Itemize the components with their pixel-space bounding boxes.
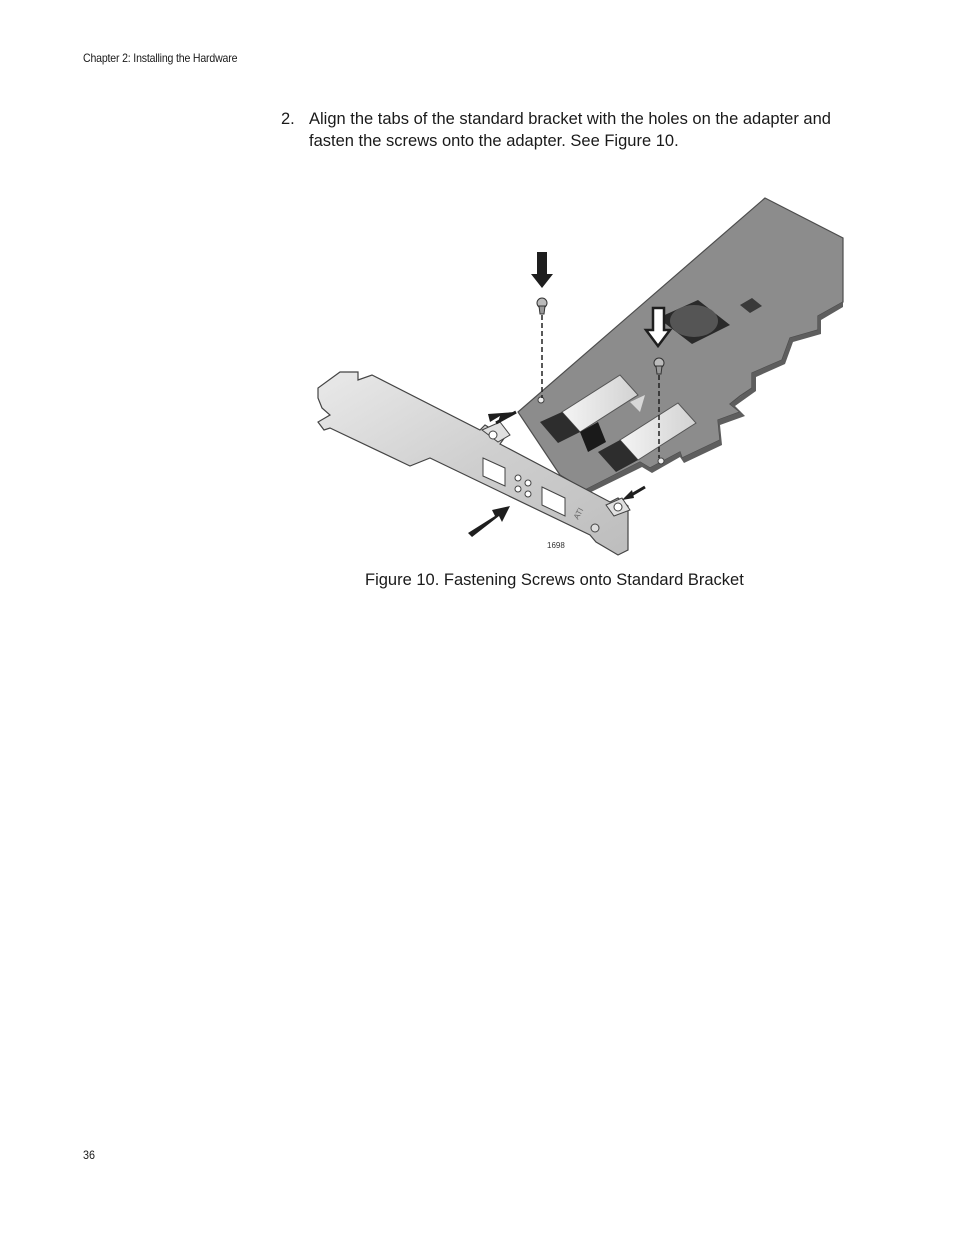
step-number: 2. (281, 110, 295, 128)
screw-left (537, 298, 547, 398)
arrow-tab-left (488, 412, 516, 423)
arrow-insert-bracket (468, 506, 510, 537)
bracket-marking: ATI (571, 506, 586, 521)
adapter-board (518, 198, 843, 495)
arrow-tab-right (622, 487, 645, 500)
figure-illustration (300, 190, 860, 560)
step-text: Align the tabs of the standard bracket with the holes on the adapter and fasten the screws onto the adapter. See Figure 10. (309, 110, 831, 150)
figure-caption: Figure 10. Fastening Screws onto Standard Bracket (365, 571, 744, 589)
page-number: 36 (83, 1148, 96, 1162)
running-header: Chapter 2: Installing the Hardware (83, 51, 238, 65)
figure-id-label: 1698 (547, 541, 565, 550)
bracket-installation-drawing (300, 190, 860, 560)
arrow-down-left-screw (531, 252, 553, 288)
